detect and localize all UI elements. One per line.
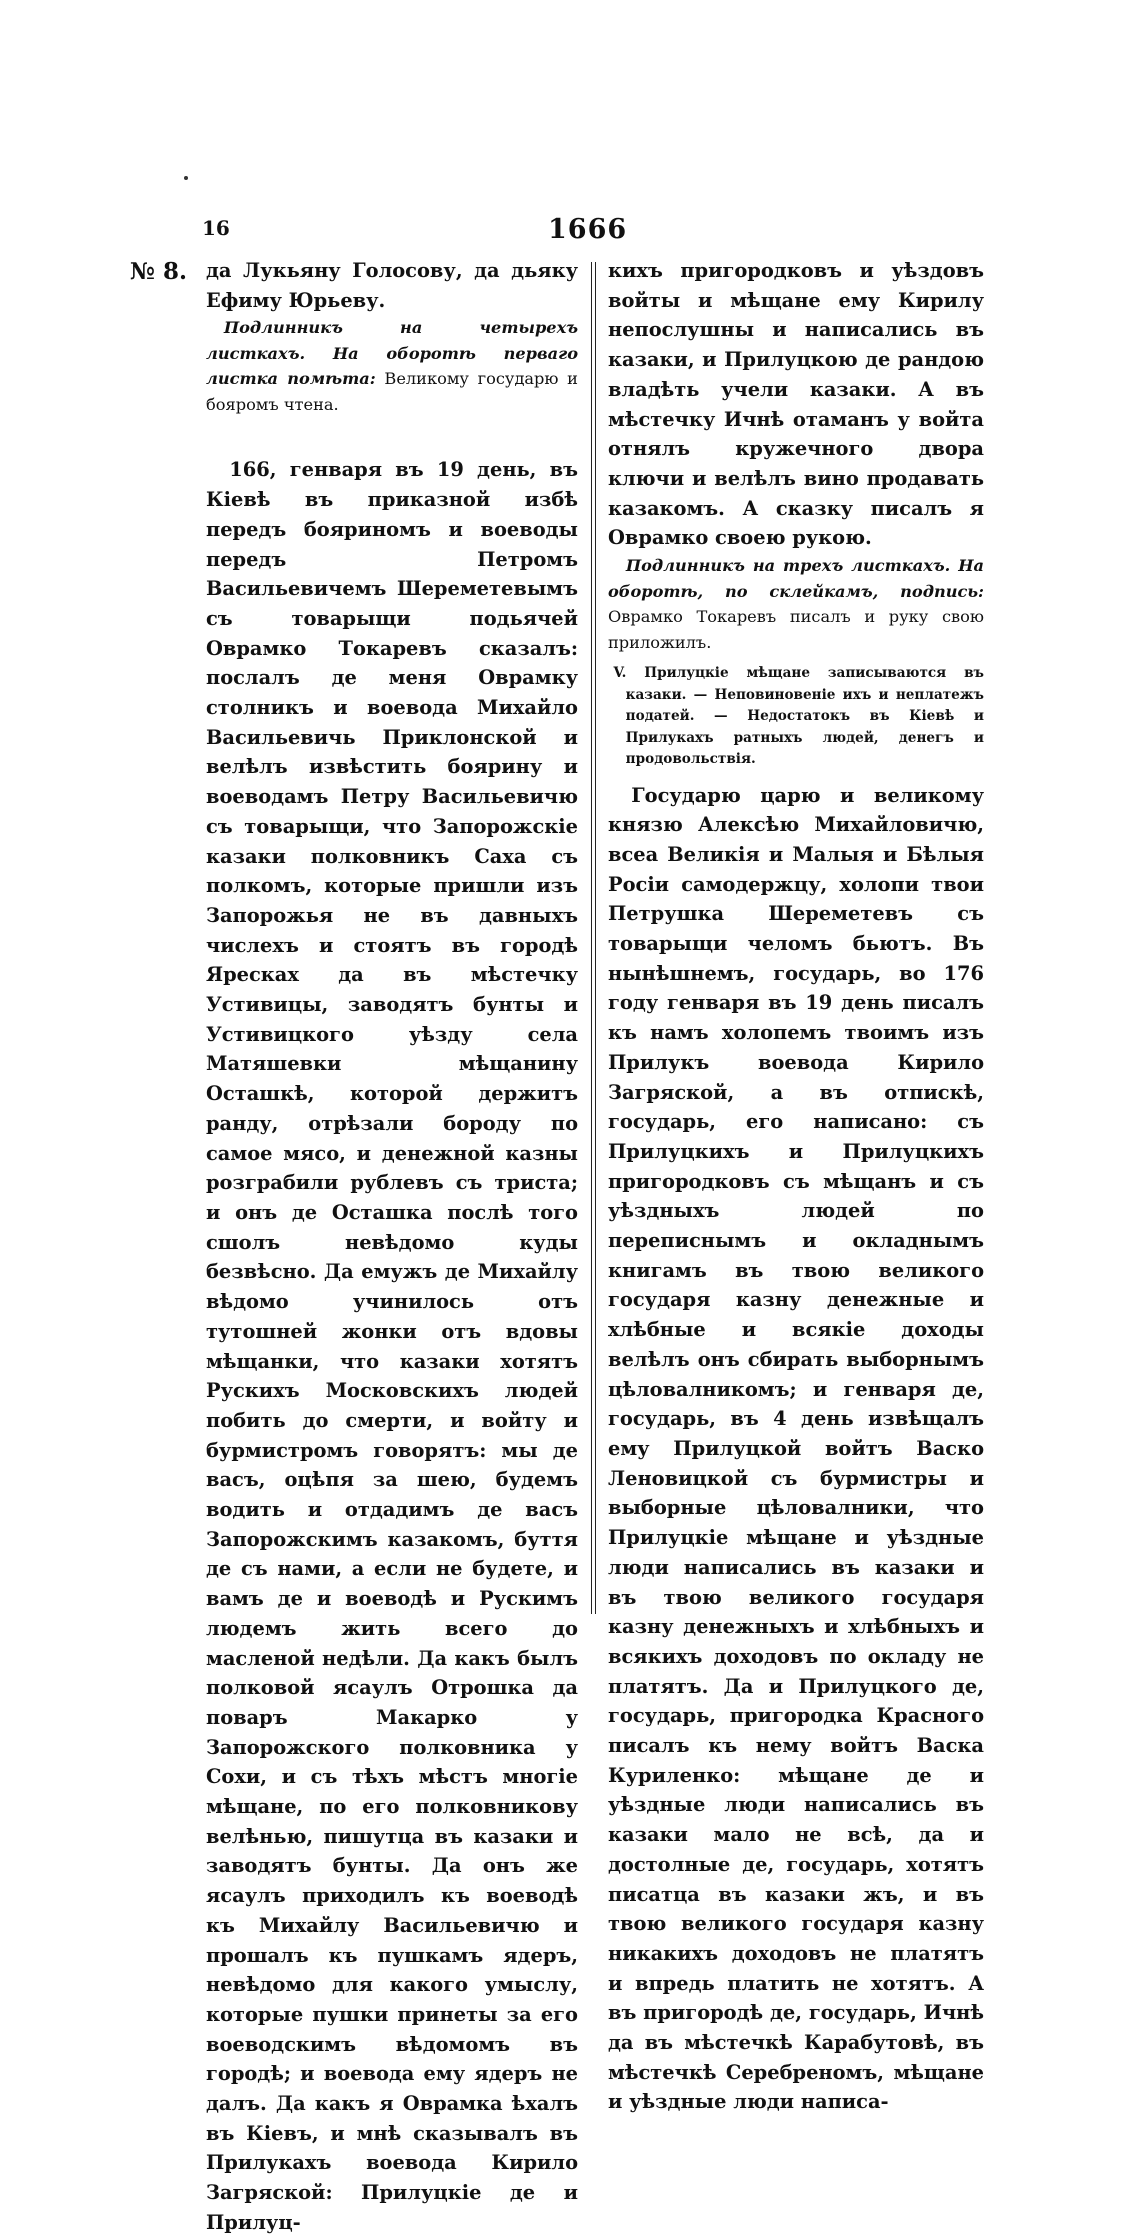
left-continuation: да Лукьяну Голосову, да дьяку Ефиму Юрьеву. <box>206 259 578 312</box>
right-column <box>608 256 984 2117</box>
page-number: 16 <box>202 216 230 240</box>
column-divider-inner <box>595 262 596 1614</box>
left-main-text: 166, генваря въ 19 день, въ Кіевѣ въ приказной избѣ передъ бояриномъ и воеводы передъ Петромъ Васильевичемъ Шереметевымъ съ товарыщи подьячей Оврамко Токаревъ сказалъ: послалъ де меня Оврамку столникъ и воевода Михайло Васильевичь Приклонской и велѣлъ извѣстить боярину и воеводамъ Петру Васильевичю съ товарыщи, что Запорожскіе казаки полковникъ Саха съ полкомъ, которые пришли изъ Запорожья не въ давныхъ числехъ и стоятъ въ городѣ Яресках да въ мѣстечку Устивицы, заводятъ бунты и Устивицкого уѣзду села Матяшевки мѣщанину Осташкѣ, которой держитъ ранду, отрѣзали бороду по самое мясо, и денежной казны розграбили рублевъ съ триста; и онъ де Осташка послѣ того сшолъ невѣдомо куды безвѣсно. Да емужъ де Михайлу вѣдомо учинилось отъ тутошней жонки отъ вдовы мѣщанки, что казаки хотятъ Рускихъ Московскихъ людей побить до смерти, и войту и бурмистромъ говорятъ: мы де васъ, оцѣпя за шею, будемъ водить и отдадимъ де васъ Запорожскимъ казакомъ, буття де съ нами, а если не будете, и вамъ де и воеводѣ и Рускимъ людемъ жить всего до масленой недѣли. Да какъ былъ полковой ясаулъ Отрошка да поваръ Макарко у Запорожского полковника у Сохи, и съ тѣхъ мѣстъ многіе мѣщане, по его полковникову велѣнью, пишутца въ казаки и заводятъ бунты. Да онъ же ясаулъ приходилъ къ воеводѣ къ Михайлу Васильевичю и прошалъ къ пушкамъ ядеръ, невѣдомо для какого умыслу, которые пушки принеты за его воеводскимъ вѣдомомъ въ городѣ; и воевода ему ядеръ не далъ. Да какъ я Оврамка ѣхалъ въ Кіевъ, и мнѣ сказывалъ въ Прилукахъ воевода Кирило Загряской: Прилуцкіе де и Прилуц- <box>206 458 578 2234</box>
left-column <box>206 256 578 2238</box>
right-note-plain: Оврамко Токаревъ писалъ и руку свою приложилъ. <box>608 607 984 652</box>
right-note-italic: Подлинникъ на трехъ листкахъ. На оборотѣ, по склейкамъ, подпись: <box>608 556 984 601</box>
left-note-italic: Подлинникъ на четырехъ листкахъ. На оборотѣ перваго листка помѣта: <box>206 318 578 389</box>
speck-mark <box>184 176 188 180</box>
document-summary: V. Прилуцкіе мѣщане записываются въ казаки. — Неповиновеніе ихъ и неплатежъ податей. — Недостатокъ въ Кіевѣ и Прилукахъ ратныхъ людей, денегъ и продовольствія. <box>613 665 984 768</box>
left-archival-note <box>206 315 578 417</box>
column-divider <box>591 262 592 1614</box>
document-number: № 8. <box>130 258 188 285</box>
page-year: 1666 <box>548 214 628 245</box>
right-continuation: кихъ пригородковъ и уѣздовъ войты и мѣщане ему Кирилу непослушны и написались въ казаки, и Прилуцкою де рандою владѣть учели казаки. А въ мѣстечку Ичнѣ отаманъ у войта отнялъ кружечного двора ключи и велѣлъ вино продавать казакомъ. А сказку писалъ я Оврамко своею рукою. <box>608 259 984 550</box>
right-archival-note <box>608 553 984 655</box>
right-main-text: Государю царю и великому князю Алексѣю Михайловичю, всеа Великія и Малыя и Бѣлыя Росіи самодержцу, холопи твои Петрушка Шереметевъ съ товарыщи челомъ бьютъ. Въ нынѣшнемъ, государь, во 176 году генваря въ 19 день писалъ къ намъ холопемъ твоимъ изъ Прилукъ воевода Кирило Загряской, а въ отпискѣ, государь, его написано: съ Прилуцкихъ и Прилуцкихъ пригородковъ съ мѣщанъ и съ уѣздныхъ людей по переписнымъ и окладнымъ книгамъ въ твою великого государя казну денежные и хлѣбные и всякіе доходы велѣлъ онъ сбирать выборнымъ цѣловалникомъ; и генваря де, государь, въ 4 день извѣщалъ ему Прилуцкой войтъ Васко Леновицкой съ бурмистры и выборные цѣловалники, что Прилуцкіе мѣщане и уѣздные люди написались въ казаки и въ твою великого государя казну денежныхъ и хлѣбныхъ и всякихъ доходовъ по окладу не платятъ. Да и Прилуцкого де, государь, пригородка Красного писалъ къ нему войтъ Васка Куриленко: мѣщане де и уѣздные люди написались въ казаки мало не всѣ, да и достолные де, государь, хотятъ писатца въ казаки жъ, и въ твою великого государя казну никакихъ доходовъ не платятъ и впредь платить не хотятъ. А въ пригородѣ де, государь, Ичнѣ да въ мѣстечкѣ Карабутовѣ, въ мѣстечкѣ Серебреномъ, мѣщане и уѣздные люди написа- <box>608 783 984 2114</box>
left-note-plain: Великому государю и бояромъ чтена. <box>206 369 578 414</box>
